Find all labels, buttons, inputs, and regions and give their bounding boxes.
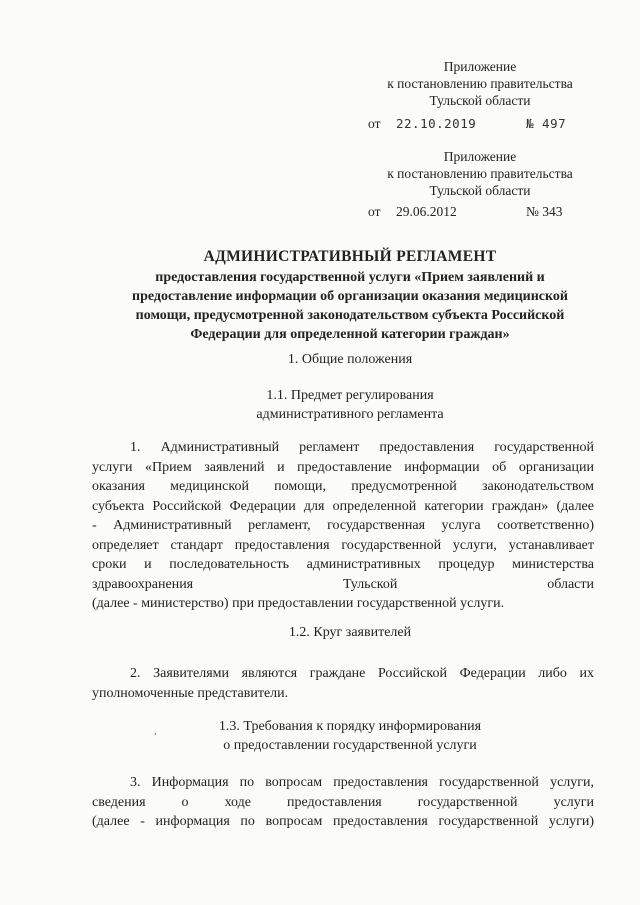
approval-region: Тульской области — [429, 183, 531, 198]
paragraph-line: оказания медицинской помощи, предусмотренной законодательством — [92, 479, 594, 494]
decree-date: 29.06.2012 — [396, 204, 457, 219]
paragraph-2 — [92, 664, 594, 703]
paragraph-line: здравоохранения Тульской области — [92, 576, 594, 592]
title-sub-line: Федерации для определенной категории граждан» — [190, 327, 510, 342]
paragraph-line: услуги «Прием заявлений и предоставление информации об организации — [92, 459, 594, 475]
heading-line: 1.1. Предмет регулирования — [266, 388, 434, 403]
decree-number: № 497 — [526, 116, 567, 131]
title-sub-line: помощи, предусмотренной законодательством субъекта Российской — [135, 308, 565, 323]
title-main: АДМИНИСТРАТИВНЫЙ РЕГЛАМЕНТ — [203, 248, 497, 265]
paragraph-line: 2. Заявителями являются граждане Российской Федерации либо их — [130, 666, 594, 681]
approval-block-previous — [360, 148, 600, 199]
title-sub-line: предоставление информации об организации оказания медицинской — [132, 289, 568, 304]
heading-line: о предоставлении государственной услуги — [223, 737, 477, 753]
title-sub-line: предоставления государственной услуги «Прием заявлений и — [155, 270, 545, 285]
section-heading-1-1 — [60, 387, 640, 424]
paragraph-line: сведения о ходе предоставления государственной услуги — [92, 794, 594, 810]
paragraph-line: определяет стандарт предоставления государственной услуги, устанавливает — [92, 537, 594, 553]
paragraph-3 — [92, 773, 594, 832]
paragraph-1 — [92, 438, 594, 614]
decree-date: 22.10.2019 — [396, 116, 477, 131]
approval-label: Приложение — [443, 149, 517, 164]
paragraph-line: уполномоченные представители. — [92, 685, 289, 701]
heading-line: административного регламента — [256, 406, 444, 422]
section-heading-1: 1. Общие положения — [287, 352, 413, 367]
paragraph-line: 3. Информация по вопросам предоставления государственной услуги, — [130, 775, 594, 790]
approval-label: Приложение — [443, 59, 517, 74]
date-prefix: от — [368, 116, 381, 131]
paragraph-line: - Административный регламент, государственная услуга соответственно) — [92, 518, 594, 533]
paragraph-line: сроки и последовательность административных процедур министерства — [92, 557, 594, 572]
approval-region: Тульской области — [429, 93, 531, 108]
section-heading-1-2: 1.2. Круг заявителей — [288, 625, 412, 640]
document-title — [60, 248, 640, 344]
section-heading-1-3 — [60, 718, 640, 755]
paragraph-line: (далее - министерство) при предоставлении государственной услуги. — [92, 596, 505, 611]
decree-number: № 343 — [526, 204, 563, 219]
scan-mark: , — [154, 726, 157, 736]
heading-line: 1.3. Требования к порядку информирования — [218, 719, 482, 734]
approval-decree: к постановлению правительства — [387, 166, 573, 181]
paragraph-line: (далее - информация по вопросам предоставления государственной услуги) — [92, 814, 594, 829]
approval-decree: к постановлению правительства — [387, 76, 573, 91]
date-prefix: от — [368, 204, 381, 219]
approval-block-current — [360, 58, 600, 109]
paragraph-line: 1. Административный регламент предоставления государственной — [130, 440, 594, 455]
paragraph-line: субъекта Российской Федерации для определенной категории граждан» (далее — [92, 498, 594, 514]
